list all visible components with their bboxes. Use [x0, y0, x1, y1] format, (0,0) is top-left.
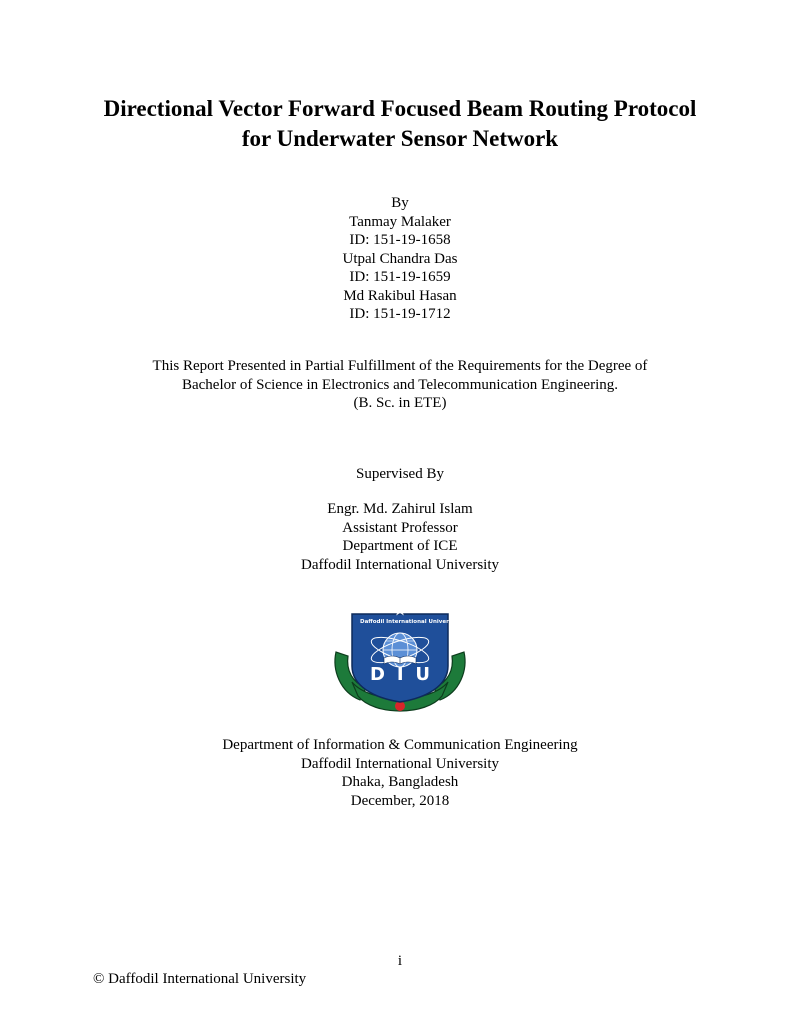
author-block	[0, 194, 800, 324]
logo-banner-text: Daffodil International University	[360, 619, 461, 625]
degree-statement-line-1: This Report Presented in Partial Fulfillment of the Requirements for the Degree of	[152, 358, 648, 374]
logo-letter: D	[370, 664, 385, 685]
supervised-by-label: Supervised By	[356, 466, 444, 482]
department-name: Department of Information & Communication Engineering	[222, 737, 578, 753]
degree-statement	[0, 357, 800, 413]
supervisor-department: Department of ICE	[342, 538, 458, 554]
author-name: Utpal Chandra Das	[342, 250, 458, 267]
supervised-by-heading	[0, 465, 800, 484]
author-name: Md Rakibul Hasan	[343, 287, 457, 304]
degree-statement-line-2: Bachelor of Science in Electronics and Telecommunication Engineering.	[181, 376, 619, 393]
author-id: ID: 151-19-1659	[349, 269, 451, 285]
logo-letter: I	[396, 664, 404, 685]
diu-logo	[330, 600, 470, 718]
university-name: Daffodil International University	[300, 755, 499, 772]
degree-abbreviation: (B. Sc. in ETE)	[353, 395, 447, 411]
author-id: ID: 151-19-1712	[349, 306, 451, 322]
submission-date: December, 2018	[350, 792, 450, 809]
logo-letters	[364, 664, 436, 686]
report-title-line-2: for Underwater Sensor Network	[241, 126, 559, 151]
supervisor-designation: Assistant Professor	[342, 519, 458, 536]
institution-block	[0, 736, 800, 810]
report-title	[0, 94, 800, 154]
supervisor-block	[0, 500, 800, 574]
by-label: By	[391, 195, 409, 211]
logo-letter: U	[415, 664, 430, 685]
location: Dhaka, Bangladesh	[341, 774, 459, 790]
report-title-line-1: Directional Vector Forward Focused Beam Routing Protocol	[103, 96, 697, 121]
page-number: i	[397, 953, 403, 969]
supervisor-university: Daffodil International University	[300, 556, 499, 573]
author-name: Tanmay Malaker	[349, 213, 451, 230]
supervisor-name: Engr. Md. Zahirul Islam	[327, 501, 473, 517]
author-id: ID: 151-19-1658	[349, 232, 451, 248]
copyright-footer: © Daffodil International University	[93, 971, 307, 987]
